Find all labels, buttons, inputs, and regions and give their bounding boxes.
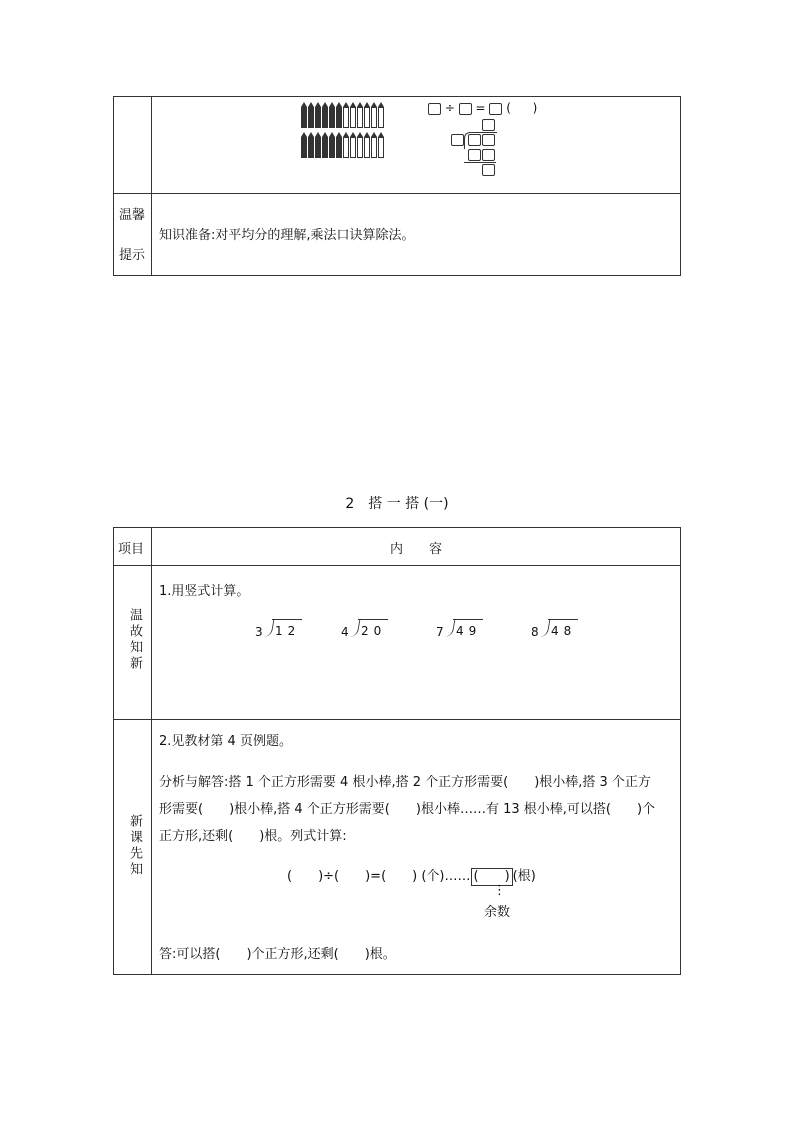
subtraction-line: [464, 162, 496, 163]
division-equation-template: [428, 101, 537, 115]
pencil-icon: [364, 132, 370, 158]
pencil-icon: [350, 132, 356, 158]
pencil-icon: [301, 102, 307, 128]
pencil-icon: [371, 102, 377, 128]
divide-sign: ÷: [444, 101, 455, 115]
pencil-icon: [315, 132, 321, 158]
pencil-icon: [322, 132, 328, 158]
pencil-icon: [315, 102, 321, 128]
pencil-icon: [378, 132, 384, 158]
equals-sign: =: [475, 101, 486, 115]
top-table: [113, 96, 681, 276]
analysis-line-1: 分析与解答:搭 1 个正方形需要 4 根小棒,搭 2 个正方形需要( )根小棒,搭 3 个正方: [159, 775, 651, 790]
remainder-pointer: ⋮: [493, 883, 506, 898]
question-1: 1.用竖式计算。: [159, 584, 250, 599]
tip-label-top: 温馨: [119, 208, 146, 223]
pencil-icon: [343, 132, 349, 158]
pencil-icon: [329, 132, 335, 158]
pencil-icon: [336, 132, 342, 158]
formula-text: ( )÷( )=( ) (个)……: [287, 869, 471, 884]
pencil-icon: [308, 132, 314, 158]
header-project: 项目: [118, 542, 145, 557]
dividend-box: [482, 134, 495, 146]
row-label-preview: 新课先知: [127, 814, 142, 878]
tip-label-bottom: 提示: [119, 248, 146, 263]
pencil-group-bottom: [301, 132, 384, 158]
pencil-icon: [322, 102, 328, 128]
tip-text: 知识准备:对平均分的理解,乘法口诀算除法。: [159, 228, 415, 243]
paren-open: (: [506, 101, 511, 115]
pencil-icon: [308, 102, 314, 128]
formula-unit: (根): [512, 869, 536, 884]
product-box: [468, 149, 481, 161]
pencil-icon: [329, 102, 335, 128]
pencil-icon: [350, 102, 356, 128]
remainder-label: 余数: [484, 905, 511, 920]
question-2: 2.见教材第 4 页例题。: [159, 734, 292, 749]
product-box: [482, 149, 495, 161]
pencil-icon: [336, 102, 342, 128]
analysis-line-2: 形需要( )根小棒,搭 4 个正方形需要( )根小棒……有 13 根小棒,可以搭( )个: [159, 802, 656, 817]
header-content: 内 容: [389, 542, 442, 557]
pencil-icon: [371, 132, 377, 158]
main-table: 项目 内 容 温故知新 1.用竖式计算。 3 12 4 20 7 49 8 48 新课先知 2.见教材第 4 页例题。 分析与解答:搭 1 个正方形需要 4 根小棒,搭 2 个正方形需要( )根小棒,搭 3 个正方 形需要( )根小棒,搭 4 个正方形需要( )根小棒……有 13 根小棒,可以搭( )个 正方形,还剩( )根。列式计算: ( )÷( )=( ) (个)…… ( ) (根) ⋮ 余数 答:可以搭( )个正方形,还剩( )根。: [113, 527, 681, 975]
dividend-box: [468, 134, 481, 146]
section-title: 2 搭 一 搭 (一): [345, 496, 449, 512]
pencil-icon: [364, 102, 370, 128]
blank-box: [428, 103, 441, 115]
pencil-icon: [357, 102, 363, 128]
pencil-icon: [301, 132, 307, 158]
pencil-icon: [378, 102, 384, 128]
row-label-review: 温故知新: [127, 608, 142, 672]
blank-box: [489, 103, 502, 115]
divisor-box: [451, 134, 464, 146]
pencil-icon: [357, 132, 363, 158]
remainder-highlight-box: ( ): [471, 868, 513, 886]
answer-line: 答:可以搭( )个正方形,还剩( )根。: [159, 947, 396, 962]
quotient-box: [482, 119, 495, 131]
pencil-icon: [343, 102, 349, 128]
pencil-group-top: [301, 102, 384, 128]
blank-box: [459, 103, 472, 115]
analysis-line-3: 正方形,还剩( )根。列式计算:: [159, 829, 347, 844]
remainder-box: [482, 164, 495, 176]
paren-close: ): [532, 101, 538, 115]
